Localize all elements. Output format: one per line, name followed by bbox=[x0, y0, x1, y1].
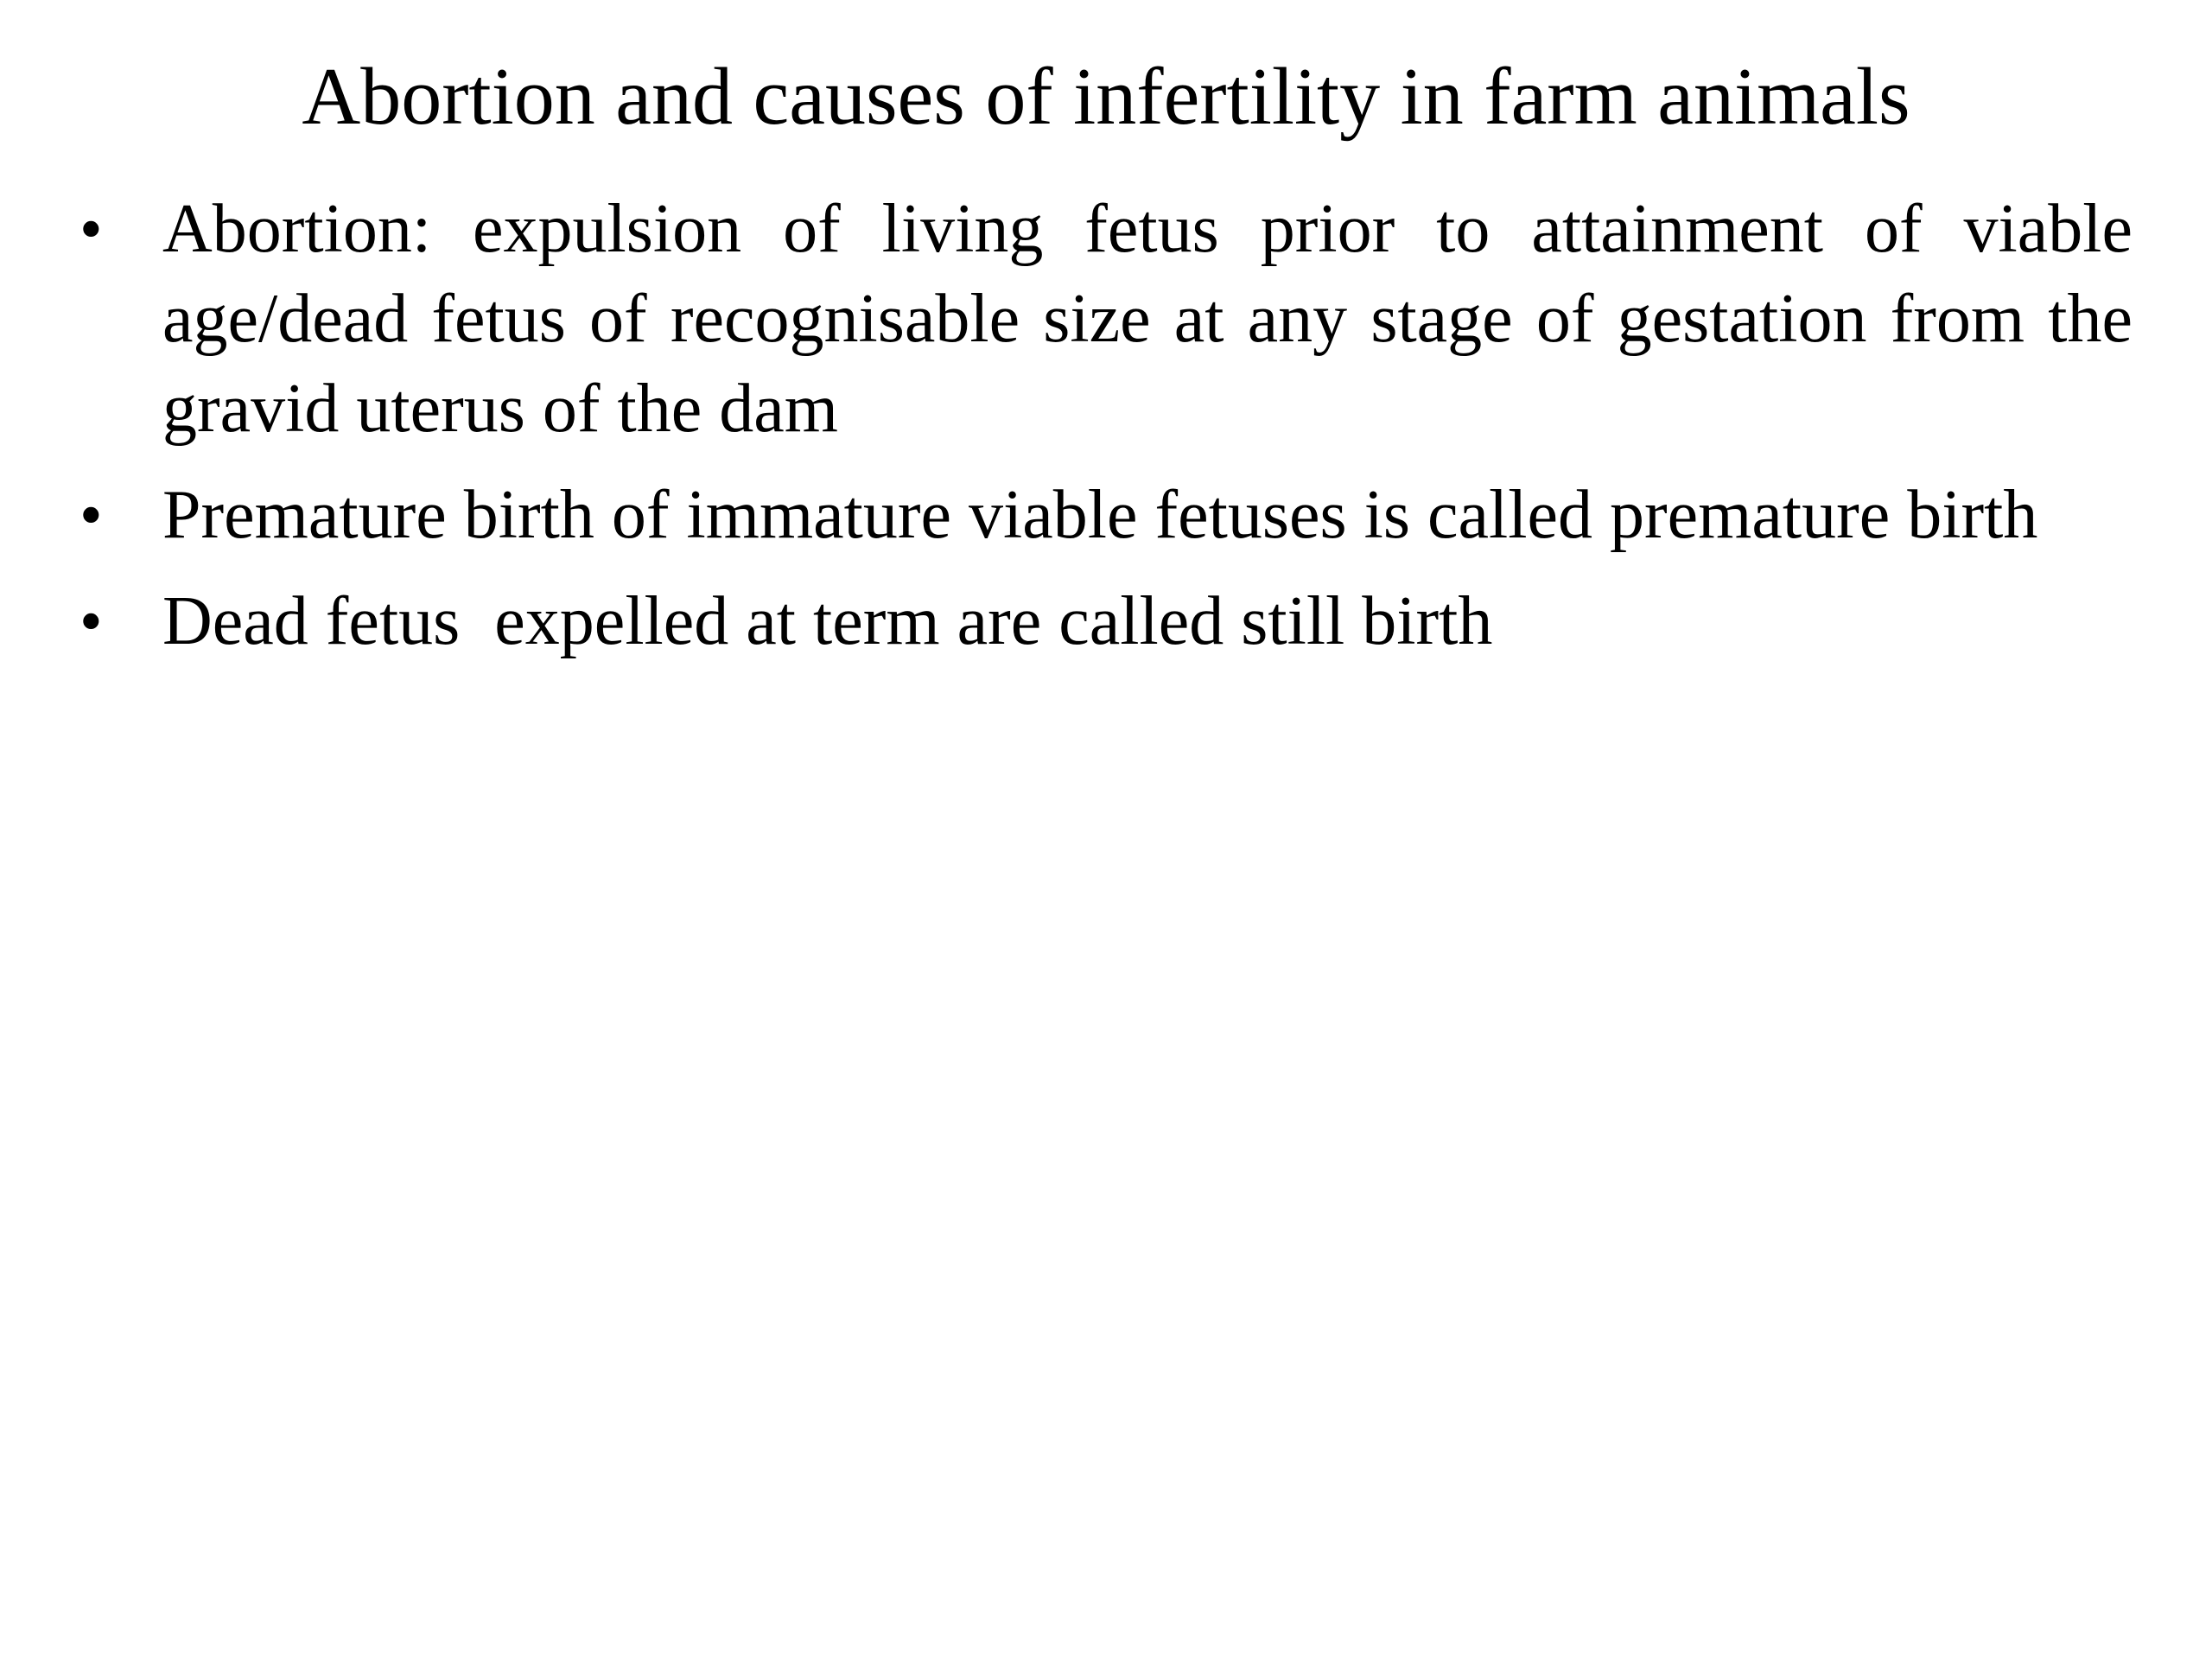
bullet-text: Abortion: expulsion of living fetus prior to attainment of viable age/dead fetus of recognisable size at any stage of gestation from the gravid uterus of the dam bbox=[162, 191, 2133, 447]
slide-title: Abortion and causes of infertility in farm animals bbox=[302, 52, 1910, 142]
bullet-item bbox=[0, 470, 2212, 560]
bullet-item bbox=[0, 576, 2212, 666]
bullet-icon: • bbox=[79, 585, 103, 658]
bullet-icon: • bbox=[79, 193, 103, 265]
bullet-text: Premature birth of immature viable fetuses is called premature birth bbox=[162, 477, 2038, 553]
bullet-icon: • bbox=[79, 479, 103, 551]
bullet-text: Dead fetus expelled at term are called still birth bbox=[162, 583, 1493, 659]
bullet-list bbox=[0, 184, 2212, 683]
bullet-item bbox=[0, 184, 2212, 454]
